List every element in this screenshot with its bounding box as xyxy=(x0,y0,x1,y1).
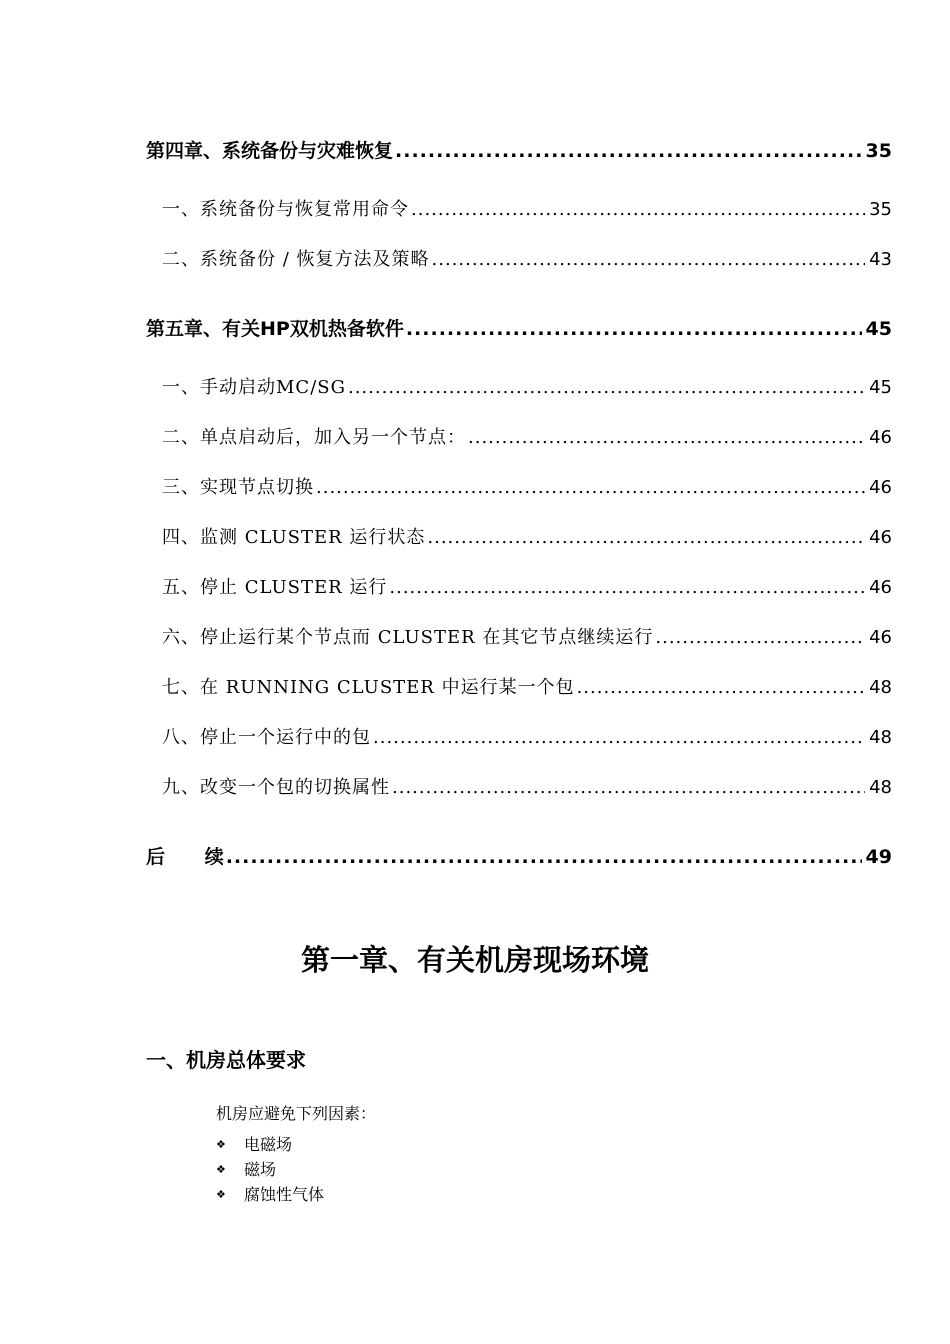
toc-entry-label: 一、系统备份与恢复常用命令 xyxy=(162,199,409,220)
toc-leader-dots xyxy=(406,318,862,340)
toc-leader-dots xyxy=(392,777,865,798)
toc-leader-dots xyxy=(373,727,865,748)
toc-leader-dots xyxy=(432,249,866,270)
toc-leader-dots xyxy=(468,427,865,448)
toc-entry-section[interactable] xyxy=(146,623,892,653)
toc-page-number: 46 xyxy=(869,477,892,498)
diamond-bullet-icon: ❖ xyxy=(216,1163,226,1176)
toc-entry-label: 五、停止 CLUSTER 运行 xyxy=(162,577,388,598)
list-item xyxy=(216,1157,376,1182)
toc-page-number: 43 xyxy=(869,249,892,270)
toc-entry-section[interactable] xyxy=(146,473,892,503)
toc-page-number: 46 xyxy=(869,427,892,448)
toc-leader-dots xyxy=(389,577,865,598)
list-item-text: 电磁场 xyxy=(244,1135,293,1154)
toc-entry-label: 三、实现节点切换 xyxy=(162,477,314,498)
toc-entry-label: 一、手动启动MC/SG xyxy=(162,377,346,398)
toc-page-number: 48 xyxy=(869,677,892,698)
toc-entry-section[interactable] xyxy=(146,723,892,753)
list-item xyxy=(216,1132,376,1157)
toc-page-number: 48 xyxy=(869,777,892,798)
toc-leader-dots xyxy=(316,477,865,498)
toc-entry-label: 六、停止运行某个节点而 CLUSTER 在其它节点继续运行 xyxy=(162,627,654,648)
toc-page-number: 46 xyxy=(869,577,892,598)
toc-entry-section[interactable] xyxy=(146,673,892,703)
toc-page-number: 49 xyxy=(865,846,892,868)
toc-entry-label: 九、改变一个包的切换属性 xyxy=(162,777,390,798)
toc-entry-chapter[interactable] xyxy=(146,842,892,872)
toc-entry-label: 七、在 RUNNING CLUSTER 中运行某一个包 xyxy=(162,677,575,698)
toc-entry-section[interactable] xyxy=(146,773,892,803)
toc-entry-chapter[interactable] xyxy=(146,136,892,166)
intro-paragraph: 机房应避免下列因素： xyxy=(216,1104,377,1123)
toc-entry-label: 第五章、有关HP双机热备软件 xyxy=(146,318,404,340)
diamond-bullet-icon: ❖ xyxy=(216,1188,226,1201)
toc-entry-section[interactable] xyxy=(146,573,892,603)
toc-entry-label: 八、停止一个运行中的包 xyxy=(162,727,371,748)
toc-entry-label: 第四章、系统备份与灾难恢复 xyxy=(146,140,394,162)
toc-page-number: 48 xyxy=(869,727,892,748)
toc-entry-label: 二、单点启动后，加入另一个节点： xyxy=(162,427,466,448)
list-item-text: 磁场 xyxy=(244,1160,277,1179)
toc-leader-dots xyxy=(411,199,865,220)
toc-leader-dots xyxy=(655,627,865,648)
toc-leader-dots xyxy=(348,377,865,398)
section-heading: 一、机房总体要求 xyxy=(146,1048,306,1072)
toc-page-number: 35 xyxy=(865,140,892,162)
toc-page-number: 45 xyxy=(865,318,892,340)
toc-entry-section[interactable] xyxy=(146,423,892,453)
list-item xyxy=(216,1182,376,1207)
bullet-list xyxy=(216,1132,376,1207)
toc-entry-section[interactable] xyxy=(146,195,892,225)
toc-page-number: 46 xyxy=(869,627,892,648)
toc-page-number: 35 xyxy=(869,199,892,220)
toc-leader-dots xyxy=(395,140,862,162)
toc-entry-label: 二、系统备份 / 恢复方法及策略 xyxy=(162,249,430,270)
diamond-bullet-icon: ❖ xyxy=(216,1138,226,1151)
toc-entry-label: 四、监测 CLUSTER 运行状态 xyxy=(162,527,426,548)
toc-entry-section[interactable] xyxy=(146,523,892,553)
section-body xyxy=(216,1102,376,1207)
toc-leader-dots xyxy=(226,846,862,868)
toc-entry-section[interactable] xyxy=(146,373,892,403)
toc-page-number: 46 xyxy=(869,527,892,548)
chapter-title: 第一章、有关机房现场环境 xyxy=(300,943,649,977)
toc-page-number: 45 xyxy=(869,377,892,398)
list-item-text: 腐蚀性气体 xyxy=(244,1185,325,1204)
toc-entry-chapter[interactable] xyxy=(146,314,892,344)
toc-leader-dots xyxy=(427,527,865,548)
toc-entry-label: 后 续 xyxy=(146,846,224,868)
table-of-contents xyxy=(146,136,892,872)
toc-leader-dots xyxy=(577,677,866,698)
toc-entry-section[interactable] xyxy=(146,245,892,275)
